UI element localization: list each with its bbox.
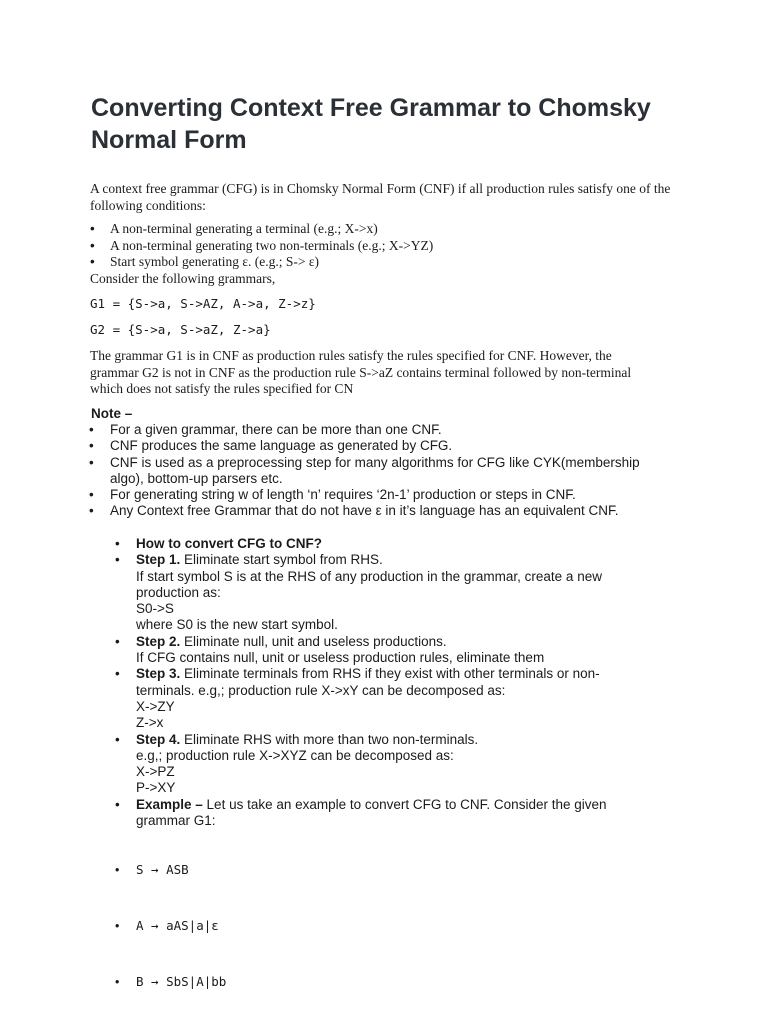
list-item: • Start symbol generating ε. (e.g.; S-> ε) bbox=[110, 254, 670, 271]
list-item: • A non-terminal generating two non-terminals (e.g.; X->YZ) bbox=[110, 238, 670, 255]
list-item: • For generating string w of length ‘n’ requires ‘2n-1’ production or steps in CNF. bbox=[110, 487, 670, 503]
step-text: Eliminate start symbol from RHS. bbox=[180, 552, 383, 568]
consider-text: Consider the following grammars, bbox=[90, 271, 276, 286]
step-rule: X->ZY bbox=[136, 698, 175, 714]
step-text: Eliminate null, unit and useless productions. bbox=[180, 633, 447, 649]
notes-list bbox=[110, 422, 670, 520]
step-rule: Z->x bbox=[136, 715, 164, 731]
list-item: • CNF is used as a preprocessing step for many algorithms for CFG like CYK(membership algo), bottom-up parsers etc. bbox=[110, 455, 670, 488]
grammar-g2: G2 = {S->a, S->aZ, Z->a} bbox=[90, 322, 271, 337]
list-item bbox=[136, 634, 636, 667]
note-heading: Note – bbox=[91, 406, 133, 421]
list-item bbox=[136, 552, 636, 633]
grammar-g1: G1 = {S->a, S->AZ, A->a, Z->z} bbox=[90, 296, 316, 311]
list-item: • A non-terminal generating a terminal (e.g.; X->x) bbox=[110, 221, 670, 238]
step-label: Step 1. bbox=[136, 552, 181, 568]
page-title: Converting Context Free Grammar to Chomsky Normal Form bbox=[91, 94, 651, 154]
step-note: where S0 is the new start symbol. bbox=[136, 617, 338, 633]
step-text: Eliminate RHS with more than two non-terminals. bbox=[180, 731, 479, 747]
list-item bbox=[136, 732, 636, 797]
step-label: Step 4. bbox=[136, 731, 181, 747]
step-label: Step 2. bbox=[136, 633, 181, 649]
how-heading: How to convert CFG to CNF? bbox=[136, 536, 322, 551]
cnf-conditions-list bbox=[110, 221, 670, 271]
explanation-paragraph: The grammar G1 is in CNF as production rules satisfy the rules specified for CNF. However, the grammar G2 is not in CNF as the production rule S->aZ contains terminal followed by non-terminal which does not satisfy the rules specified for CN bbox=[90, 348, 632, 396]
step-label: Step 3. bbox=[136, 666, 181, 682]
step-detail: If start symbol S is at the RHS of any production in the grammar, create a new production as: bbox=[136, 568, 602, 600]
list-item bbox=[136, 797, 636, 830]
conversion-steps-list bbox=[136, 536, 636, 829]
example-label: Example – bbox=[136, 796, 203, 812]
grammar-g1-rules-list bbox=[136, 832, 536, 1030]
list-item: • Any Context free Grammar that do not have ε in it’s language has an equivalent CNF. bbox=[110, 503, 670, 519]
step-rule: S0->S bbox=[136, 601, 174, 617]
example-text: Let us take an example to convert CFG to CNF. Consider the given grammar G1: bbox=[136, 796, 607, 829]
grammar-rule: • A → aAS|a|ε bbox=[136, 918, 536, 944]
list-item: • CNF produces the same language as generated by CFG. bbox=[110, 438, 670, 454]
step-detail: If CFG contains null, unit or useless production rules, eliminate them bbox=[136, 650, 545, 666]
step-rule: P->XY bbox=[136, 780, 176, 796]
intro-paragraph: A context free grammar (CFG) is in Chomsky Normal Form (CNF) if all production rules satisfy one of the following conditions: bbox=[90, 181, 671, 213]
step-rule: X->PZ bbox=[136, 764, 175, 780]
grammar-rule: • S → ASB bbox=[136, 862, 536, 888]
list-item: • For a given grammar, there can be more than one CNF. bbox=[110, 422, 670, 438]
step-text: Eliminate terminals from RHS if they exist with other terminals or non-terminals. e.g,; production rule X->xY can be decomposed as: bbox=[136, 666, 600, 698]
list-item bbox=[136, 536, 636, 552]
grammar-rule: • B → SbS|A|bb bbox=[136, 974, 536, 1000]
step-detail: e.g,; production rule X->XYZ can be decomposed as: bbox=[136, 747, 454, 763]
list-item bbox=[136, 666, 636, 731]
